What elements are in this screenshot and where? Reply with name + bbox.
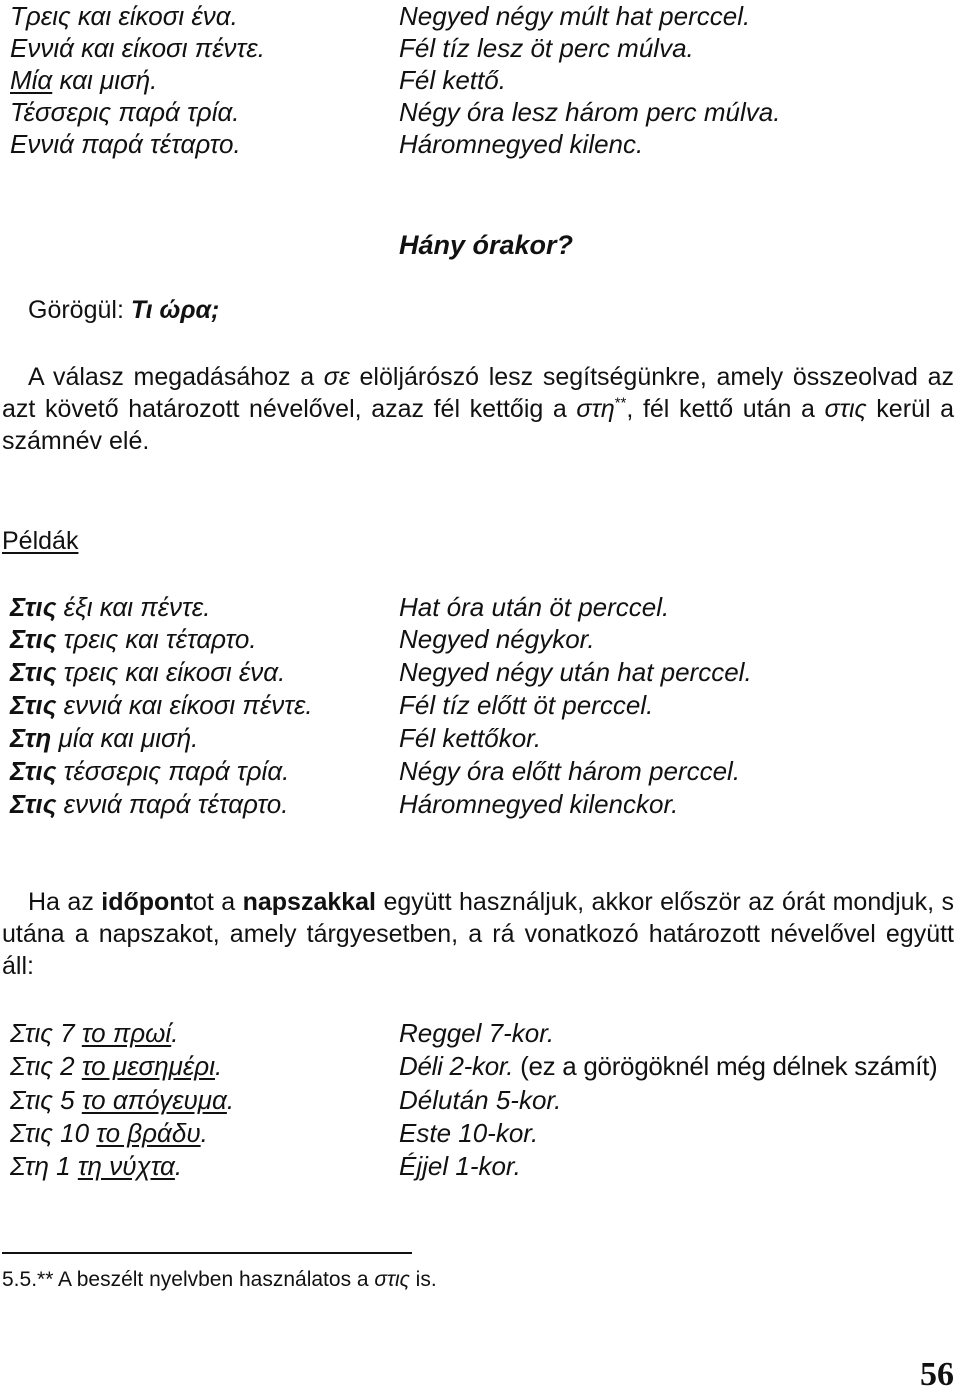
p1-greek-stis: στις — [824, 395, 867, 423]
daypart-greek-2 — [10, 1050, 222, 1082]
daypart-prefix-2: Στις 2 — [10, 1051, 82, 1081]
example-prep-6: Στις — [10, 756, 57, 786]
footnote-text-2: is. — [409, 1268, 437, 1291]
example-prep-3: Στις — [10, 657, 57, 687]
hungarian-time-1: Negyed négy múlt hat perccel. — [399, 1, 751, 31]
p1-greek-se: σε — [323, 363, 350, 391]
example-greek-text-3: τρεις και είκοσι ένα. — [56, 657, 286, 687]
example-greek-6 — [10, 755, 289, 787]
example-prep-4: Στις — [10, 690, 57, 720]
daypart-prefix-3: Στις 5 — [10, 1085, 82, 1115]
daypart-hungarian-text-5: Éjjel 1-kor. — [399, 1151, 521, 1181]
example-greek-text-7: εννιά παρά τέταρτο. — [56, 789, 289, 819]
p1-text-1: A válasz megadásához a — [28, 363, 324, 391]
greek-time-3-underlined: Μία — [10, 65, 53, 95]
daypart-prefix-5: Στη 1 — [10, 1151, 78, 1181]
p2-text-2: ot a — [192, 888, 243, 916]
daypart-hungarian-4 — [399, 1117, 538, 1149]
example-hungarian-5: Fél kettőkor. — [399, 723, 542, 753]
daypart-hungarian-5 — [399, 1150, 521, 1182]
example-hungarian-2: Negyed négykor. — [399, 624, 595, 654]
daypart-suffix-4: . — [200, 1118, 208, 1148]
daypart-suffix-1: . — [171, 1018, 179, 1048]
example-greek-1 — [10, 591, 210, 623]
daypart-prefix-1: Στις 7 — [10, 1018, 82, 1048]
daypart-greek-5 — [10, 1150, 182, 1182]
examples-heading: Példák — [2, 527, 79, 555]
greek-label: Görögül: — [28, 296, 124, 324]
p2-text-3: együtt használjuk, akkor először az órát mondjuk, s utána a napszakot, amely tárgyesetben, a rá vonatkozó határozott névelővel együtt áll: — [2, 888, 954, 980]
daypart-greek-4 — [10, 1117, 208, 1149]
daypart-greek-3 — [10, 1084, 234, 1116]
daypart-suffix-2: . — [214, 1051, 223, 1081]
page-number: 56 — [920, 1356, 954, 1393]
p1-text-2: elöljárószó lesz segítségünkre, amely összeolvad az azt követő határozott névelővel, azaz fél kettőig a — [2, 363, 954, 423]
hungarian-time-2: Fél tíz lesz öt perc múlva. — [399, 33, 694, 63]
greek-question: Τι ώρα; — [130, 296, 220, 324]
daypart-hungarian-1 — [399, 1017, 554, 1049]
p1-greek-sti: στη — [576, 395, 615, 423]
example-greek-text-5: μία και μισή. — [51, 723, 199, 753]
paragraph-1 — [2, 361, 954, 457]
p2-text-1: Ha az — [28, 888, 102, 916]
example-hungarian-4: Fél tíz előtt öt perccel. — [399, 690, 654, 720]
greek-time-4: Τέσσερις παρά τρία. — [10, 97, 240, 127]
hungarian-time-4: Négy óra lesz három perc múlva. — [399, 97, 781, 127]
footnote-divider — [2, 1252, 412, 1254]
p1-text-4: kerül a számnév elé. — [2, 395, 955, 455]
hungarian-time-5: Háromnegyed kilenc. — [399, 129, 644, 159]
example-greek-5 — [10, 722, 198, 754]
daypart-greek-1 — [10, 1017, 178, 1049]
example-prep-7: Στις — [10, 789, 57, 819]
example-hungarian-3: Negyed négy után hat perccel. — [399, 657, 752, 687]
greek-time-5: Εννιά παρά τέταρτο. — [10, 129, 241, 159]
example-greek-4 — [10, 689, 313, 721]
example-hungarian-7: Háromnegyed kilenckor. — [399, 789, 679, 819]
example-hungarian-6: Négy óra előtt három perccel. — [399, 756, 741, 786]
paragraph-2 — [2, 886, 954, 982]
footnote-text-1: 5.5.** A beszélt nyelvben használatos a — [2, 1268, 375, 1291]
p1-footnote-mark: ** — [614, 394, 627, 412]
example-greek-2 — [10, 623, 257, 655]
example-greek-3 — [10, 656, 285, 688]
daypart-underlined-4: το βράδυ — [96, 1118, 201, 1148]
example-hungarian-1: Hat óra után öt perccel. — [399, 592, 670, 622]
daypart-hungarian-3 — [399, 1084, 561, 1116]
daypart-underlined-1: το πρωί — [81, 1018, 172, 1048]
greek-time-2: Εννιά και είκοσι πέντε. — [10, 33, 265, 63]
example-greek-text-4: εννιά και είκοσι πέντε. — [56, 690, 313, 720]
footnote — [2, 1266, 437, 1294]
hungarian-time-3: Fél kettő. — [399, 65, 506, 95]
example-greek-text-2: τρεις και τέταρτο. — [56, 624, 257, 654]
p2-bold-2: napszakkal — [242, 888, 377, 916]
daypart-underlined-5: τη νύχτα — [77, 1151, 175, 1181]
greek-time-1: Τρεις και είκοσι ένα. — [10, 1, 238, 31]
greek-time-3 — [10, 64, 157, 96]
example-greek-7 — [10, 788, 288, 820]
footnote-greek: στις — [374, 1268, 410, 1291]
example-prep-5: Στη — [10, 723, 52, 753]
daypart-underlined-2: το μεσημέρι — [81, 1051, 215, 1081]
daypart-prefix-4: Στις 10 — [10, 1118, 97, 1148]
example-prep-2: Στις — [10, 624, 57, 654]
p2-bold-1: időpont — [101, 888, 193, 916]
daypart-underlined-3: το απόγευμα — [81, 1085, 227, 1115]
daypart-hungarian-text-4: Este 10-kor. — [399, 1118, 539, 1148]
example-greek-text-6: τέσσερις παρά τρία. — [56, 756, 290, 786]
p1-text-3: , fél kettő után a — [626, 395, 825, 423]
daypart-extra-2: (ez a görögöknél még délnek számít) — [513, 1051, 938, 1081]
daypart-hungarian-text-3: Délután 5-kor. — [399, 1085, 562, 1115]
section-title: Hány órakor? — [399, 230, 574, 260]
daypart-hungarian-2 — [399, 1050, 937, 1082]
daypart-suffix-3: . — [226, 1085, 235, 1115]
daypart-hungarian-text-2: Déli 2-kor. — [399, 1051, 514, 1081]
daypart-hungarian-text-1: Reggel 7-kor. — [399, 1018, 555, 1048]
example-prep-1: Στις — [10, 592, 57, 622]
example-greek-text-1: έξι και πέντε. — [56, 592, 211, 622]
greek-time-3-rest: και μισή. — [52, 65, 158, 95]
greek-question-line — [28, 294, 219, 326]
daypart-suffix-5: . — [174, 1151, 183, 1181]
